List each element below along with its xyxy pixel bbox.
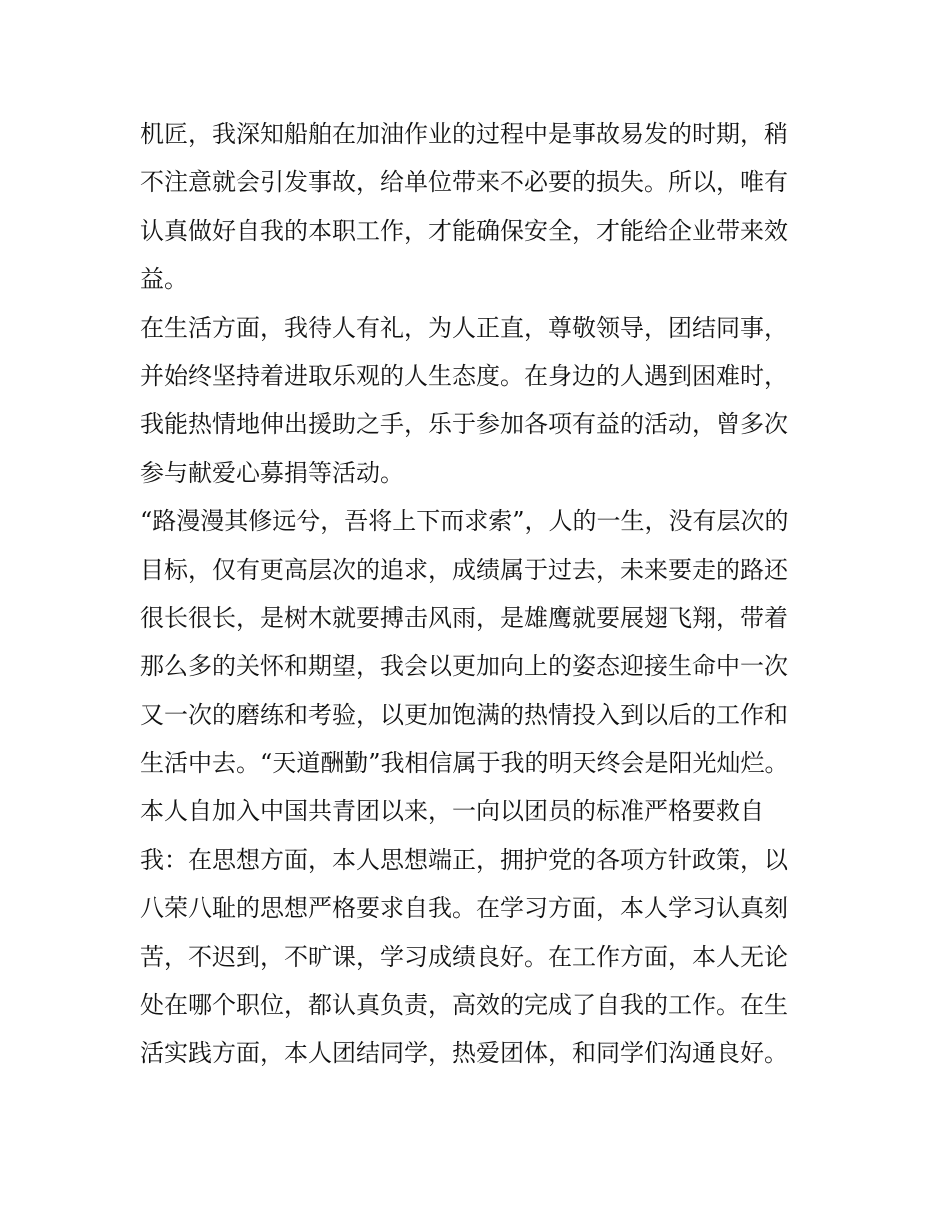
text-line: 不注意就会引发事故，给单位带来不必要的损失。所以，唯有 bbox=[140, 168, 788, 197]
text-line: 我能热情地伸出援助之手，乐于参加各项有益的活动，曾多次 bbox=[140, 410, 788, 439]
text-line: 那么多的关怀和期望，我会以更加向上的姿态迎接生命中一次 bbox=[140, 652, 788, 681]
body-text bbox=[140, 110, 820, 1078]
text-line: 并始终坚持着进取乐观的人生态度。在身边的人遇到困难时， bbox=[140, 361, 788, 390]
text-line: 目标，仅有更高层次的追求，成绩属于过去，未来要走的路还 bbox=[140, 555, 788, 584]
text-line: 我：在思想方面，本人思想端正，拥护党的各项方针政策，以 bbox=[140, 845, 788, 874]
text-line: 活实践方面，本人团结同学，热爱团体，和同学们沟通良好。 bbox=[140, 1039, 788, 1068]
text-line: 处在哪个职位，都认真负责，高效的完成了自我的工作。在生 bbox=[140, 991, 788, 1020]
text-line: 又一次的磨练和考验，以更加饱满的热情投入到以后的工作和 bbox=[140, 700, 788, 729]
text-line: 认真做好自我的本职工作，才能确保安全，才能给企业带来效 bbox=[140, 216, 788, 245]
text-line: 很长很长，是树木就要搏击风雨，是雄鹰就要展翅飞翔，带着 bbox=[140, 603, 788, 632]
text-line: 生活中去。“天道酬勤”我相信属于我的明天终会是阳光灿烂。 bbox=[140, 749, 789, 778]
text-line: 机匠，我深知船舶在加油作业的过程中是事故易发的时期，稍 bbox=[140, 120, 788, 148]
text-line: 益。 bbox=[140, 265, 188, 294]
text-line: 八荣八耻的思想严格要求自我。在学习方面，本人学习认真刻 bbox=[140, 894, 788, 923]
text-line: 在生活方面，我待人有礼，为人正直，尊敬领导，团结同事， bbox=[140, 313, 788, 342]
text-line: 苦，不迟到，不旷课，学习成绩良好。在工作方面，本人无论 bbox=[140, 942, 788, 971]
text-line: 本人自加入中国共青团以来，一向以团员的标准严格要救自 bbox=[140, 797, 764, 826]
text-line: 参与献爱心募捐等活动。 bbox=[140, 458, 404, 487]
text-line: “路漫漫其修远兮，吾将上下而求索”，人的一生，没有层次的 bbox=[140, 507, 789, 536]
